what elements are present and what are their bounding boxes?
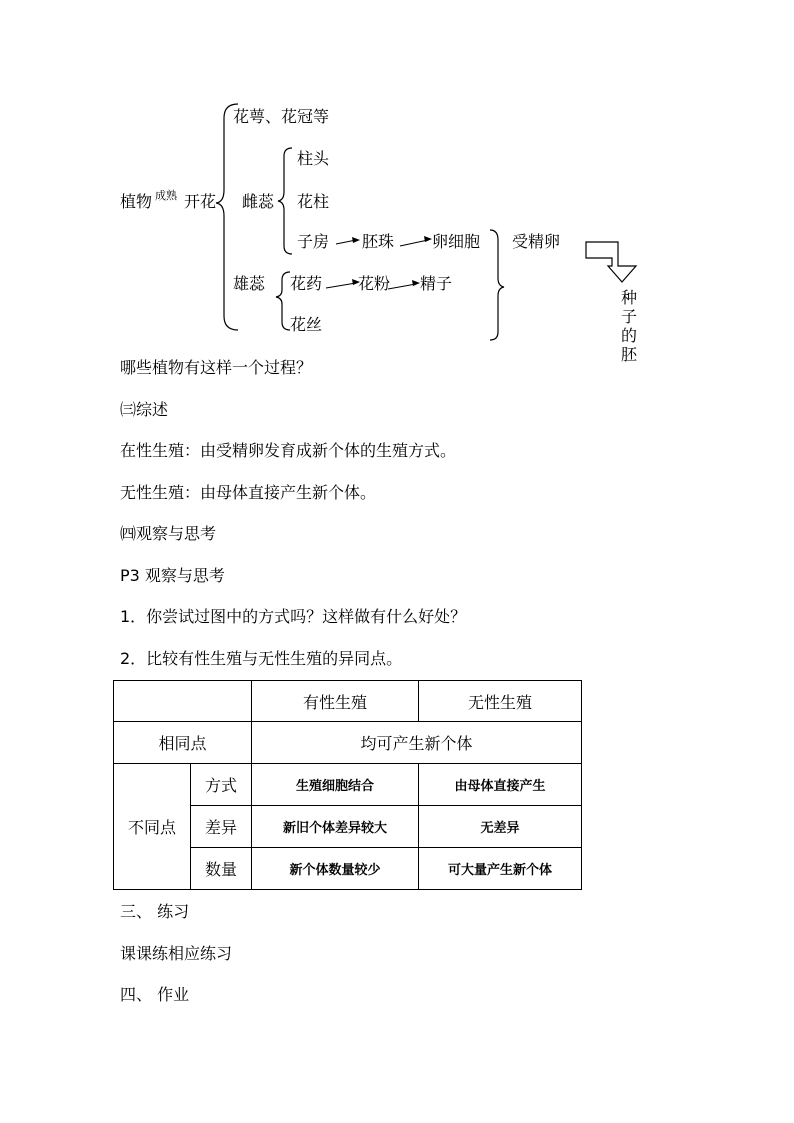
brace-pistil — [278, 148, 292, 254]
diagram-bloom: 开花 — [184, 192, 217, 211]
diff-label: 不同点 — [114, 764, 191, 890]
p3-observe: P3 观察与思考 — [120, 566, 225, 585]
diagram-ovule: 胚珠 — [362, 232, 395, 251]
diagram-style: 花柱 — [297, 192, 330, 211]
same-label: 相同点 — [114, 722, 252, 764]
aspect-cell: 差异 — [191, 806, 252, 848]
embryo-char-3: 的 — [620, 326, 637, 345]
aspect-cell: 数量 — [191, 848, 252, 890]
diagram-sperm: 精子 — [420, 274, 453, 293]
asexual-cell: 无差异 — [419, 806, 582, 848]
arrow-ovule-egg — [400, 240, 428, 246]
diagram-root-small: 成熟 — [155, 189, 177, 202]
asexual-cell: 可大量产生新个体 — [419, 848, 582, 890]
diagram-root: 植物 — [120, 192, 153, 211]
arrow-pollen-sperm — [388, 284, 416, 289]
brace-stamen — [276, 272, 290, 330]
heading-summary: ㈢综述 — [120, 400, 169, 419]
sexual-cell: 新个体数量较少 — [252, 848, 419, 890]
diagram-stamen: 雄蕊 — [233, 274, 266, 293]
table-row-same — [114, 722, 582, 764]
bent-arrow — [586, 242, 636, 282]
header-asexual: 无性生殖 — [419, 681, 582, 722]
table-row — [114, 764, 582, 806]
section-practice: 三、 练习 — [120, 902, 190, 921]
sexual-cell: 生殖细胞结合 — [252, 764, 419, 806]
table-header-row — [114, 681, 582, 722]
diagram-anther: 花药 — [290, 274, 323, 293]
definition-sexual: 在性生殖：由受精卵发育成新个体的生殖方式。 — [120, 441, 457, 460]
comparison-table — [113, 680, 582, 890]
brace-main — [216, 104, 238, 330]
sexual-cell: 新旧个体差异较大 — [252, 806, 419, 848]
embryo-char-2: 子 — [620, 307, 637, 326]
table-corner-cell — [114, 681, 252, 722]
practice-text: 课课练相应练习 — [120, 944, 233, 963]
embryo-char-4: 胚 — [620, 345, 637, 364]
diagram-egg: 卵细胞 — [432, 232, 481, 251]
asexual-cell: 由母体直接产生 — [419, 764, 582, 806]
question-plants: 哪些植物有这样一个过程？ — [120, 358, 313, 377]
diagram-filament: 花丝 — [290, 315, 323, 334]
item-1: 1．你尝试过图中的方式吗？这样做有什么好处？ — [120, 607, 467, 626]
diagram-ovary: 子房 — [297, 232, 330, 251]
header-sexual: 有性生殖 — [252, 681, 419, 722]
diagram-calyx: 花萼、花冠等 — [233, 107, 330, 126]
diagram-pistil: 雌蕊 — [242, 192, 275, 211]
brace-right — [490, 230, 504, 340]
diagram-pollen: 花粉 — [358, 274, 391, 293]
aspect-cell: 方式 — [191, 764, 252, 806]
heading-observe: ㈣观察与思考 — [120, 524, 217, 543]
item-2: 2．比较有性生殖与无性生殖的异同点。 — [120, 649, 403, 668]
arrow-anther-pollen — [326, 283, 356, 288]
diagram-fertilized-egg: 受精卵 — [512, 232, 561, 251]
embryo-char-1: 种 — [620, 288, 637, 307]
section-homework: 四、 作业 — [120, 985, 190, 1004]
diagram-stigma: 柱头 — [297, 149, 330, 168]
definition-asexual: 无性生殖：由母体直接产生新个体。 — [120, 483, 377, 502]
same-value: 均可产生新个体 — [252, 722, 582, 764]
